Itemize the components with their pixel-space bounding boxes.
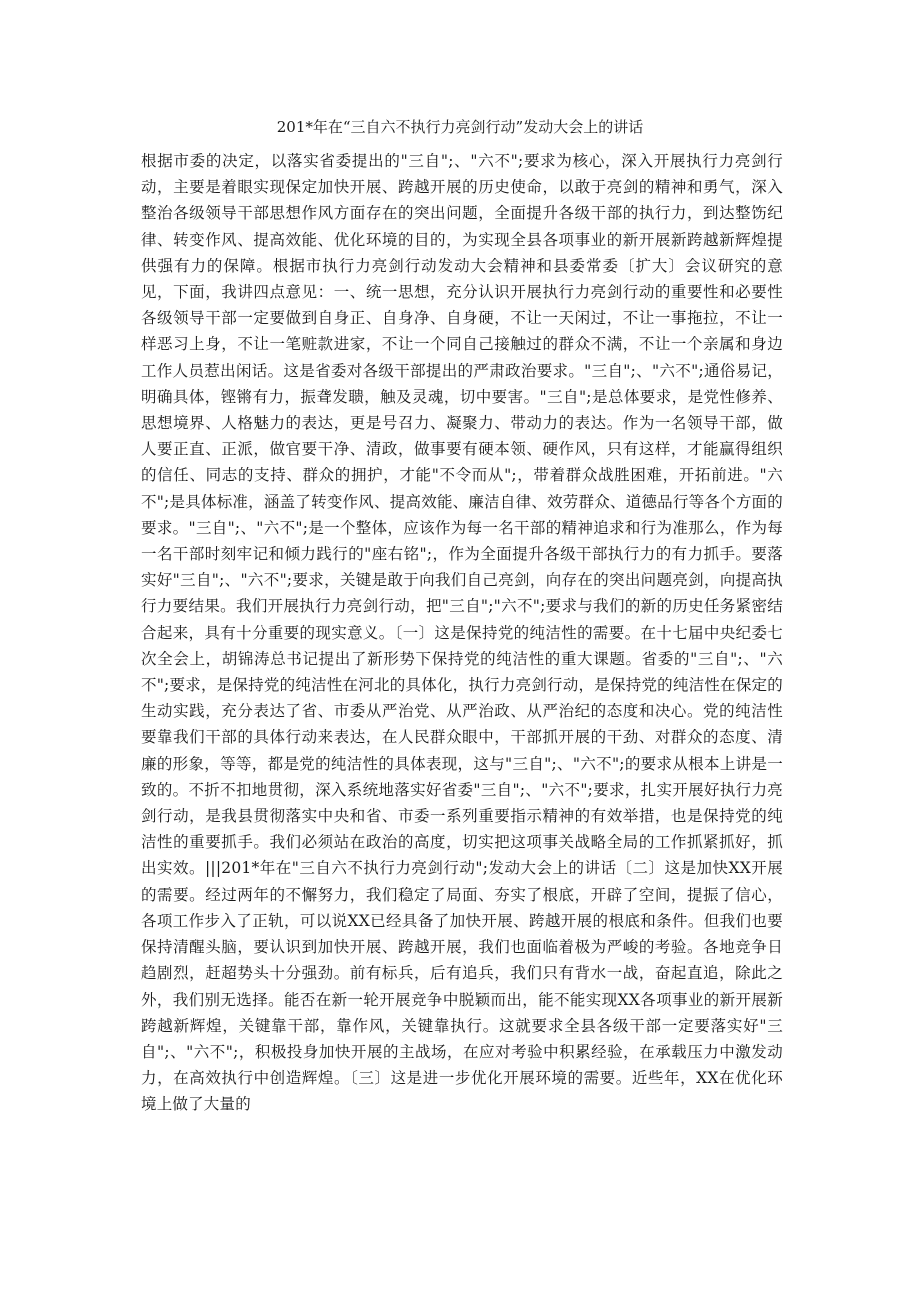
document-title: 201*年在“三自六不执行力亮剑行动”发动大会上的讲话 — [276, 118, 644, 136]
document-body-paragraph: 根据市委的决定，以落实省委提出的"三自";、"六不";要求为核心，深入开展执行力亮剑行动，主要是着眼实现保定加快开展、跨越开展的历史使命，以敢于亮剑的精神和勇气，深入整治各级领导干部思想作风方面存在的突出问题，全面提升各级干部的执行力，到达整饬纪律、转变作风、提高效能、优化环境的目的，为实现全县各项事业的新开展新跨越新辉煌提供强有力的保障。根据市执行力亮剑行动发动大会精神和县委常委〔扩大〕会议研究的意见，下面，我讲四点意见：一、统一思想，充分认识开展执行力亮剑行动的重要性和必要性各级领导干部一定要做到自身正、自身净、自身硬，不让一天闲过，不让一事拖拉，不让一样恶习上身，不让一笔赃款进家，不让一个同自己接触过的群众不满，不让一个亲属和身边工作人员惹出闲话。这是省委对各级干部提出的严肃政治要求。"三自";、"六不";通俗易记，明确具体，铿锵有力，振聋发聩，触及灵魂，切中要害。"三自";是总体要求，是党性修养、思想境界、人格魅力的表达，更是号召力、凝聚力、带动力的表达。作为一名领导干部，做人要正直、正派，做官要干净、清政，做事要有硬本领、硬作风，只有这样，才能赢得组织的信任、同志的支持、群众的拥护，才能"不令而从";，带着群众战胜困难，开拓前进。"六不";是具体标准，涵盖了转变作风、提高效能、廉洁自律、效劳群众、道德品行等各个方面的要求。"三自";、"六不";是一个整体，应该作为每一名干部的精神追求和行为准那么，作为每一名干部时刻牢记和倾力践行的"座右铭";，作为全面提升各级干部执行力的有力抓手。要落实好"三自";、"六不";要求，关键是敢于向我们自己亮剑，向存在的突出问题亮剑，向提高执行力要结果。我们开展执行力亮剑行动，把"三自";"六不";要求与我们的新的历史任务紧密结合起来，具有十分重要的现实意义。〔一〕这是保持党的纯洁性的需要。在十七届中央纪委七次全会上，胡锦涛总书记提出了新形势下保持党的纯洁性的重大课题。省委的"三自";、"六不";要求，是保持党的纯洁性在河北的具体化，执行力亮剑行动，是保持党的纯洁性在保定的生动实践，充分表达了省、市委从严治党、从严治政、从严治纪的态度和决心。党的纯洁性要靠我们干部的具体行动来表达，在人民群众眼中，干部抓开展的干劲、对群众的态度、清廉的形象，等等，都是党的纯洁性的具体表现，这与"三自";、"六不";的要求从根本上讲是一致的。不折不扣地贯彻，深入系统地落实好省委"三自";、"六不";要求，扎实开展好执行力亮剑行动，是我县贯彻落实中央和省、市委一系列重要指示精神的有效举措，也是保持党的纯洁性的重要抓手。我们必须站在政治的高度，切实把这项事关战略全局的工作抓紧抓好，抓出实效。|||201*年在"三自六不执行力亮剑行动";发动大会上的讲话〔二〕这是加快XX开展的需要。经过两年的不懈努力，我们稳定了局面、夯实了根底，开辟了空间，提振了信心，各项工作步入了正轨，可以说XX已经具备了加快开展、跨越开展的根底和条件。但我们也要保持清醒头脑，要认识到加快开展、跨越开展，我们也面临着极为严峻的考验。各地竞争日趋剧烈，赶超势头十分强劲。前有标兵，后有追兵，我们只有背水一战，奋起直追，除此之外，我们别无选择。能否在新一轮开展竞争中脱颖而出，能不能实现XX各项事业的新开展新跨越新辉煌，关键靠干部，靠作风，关键靠执行。这就要求全县各级干部一定要落实好"三自";、"六不";，积极投身加快开展的主战场，在应对考验中积累经验，在承载压力中激发动力，在高效执行中创造辉煌。〔三〕这是进一步优化开展环境的需要。近些年，XX在优化环境上做了大量的 — [141, 152, 783, 1114]
